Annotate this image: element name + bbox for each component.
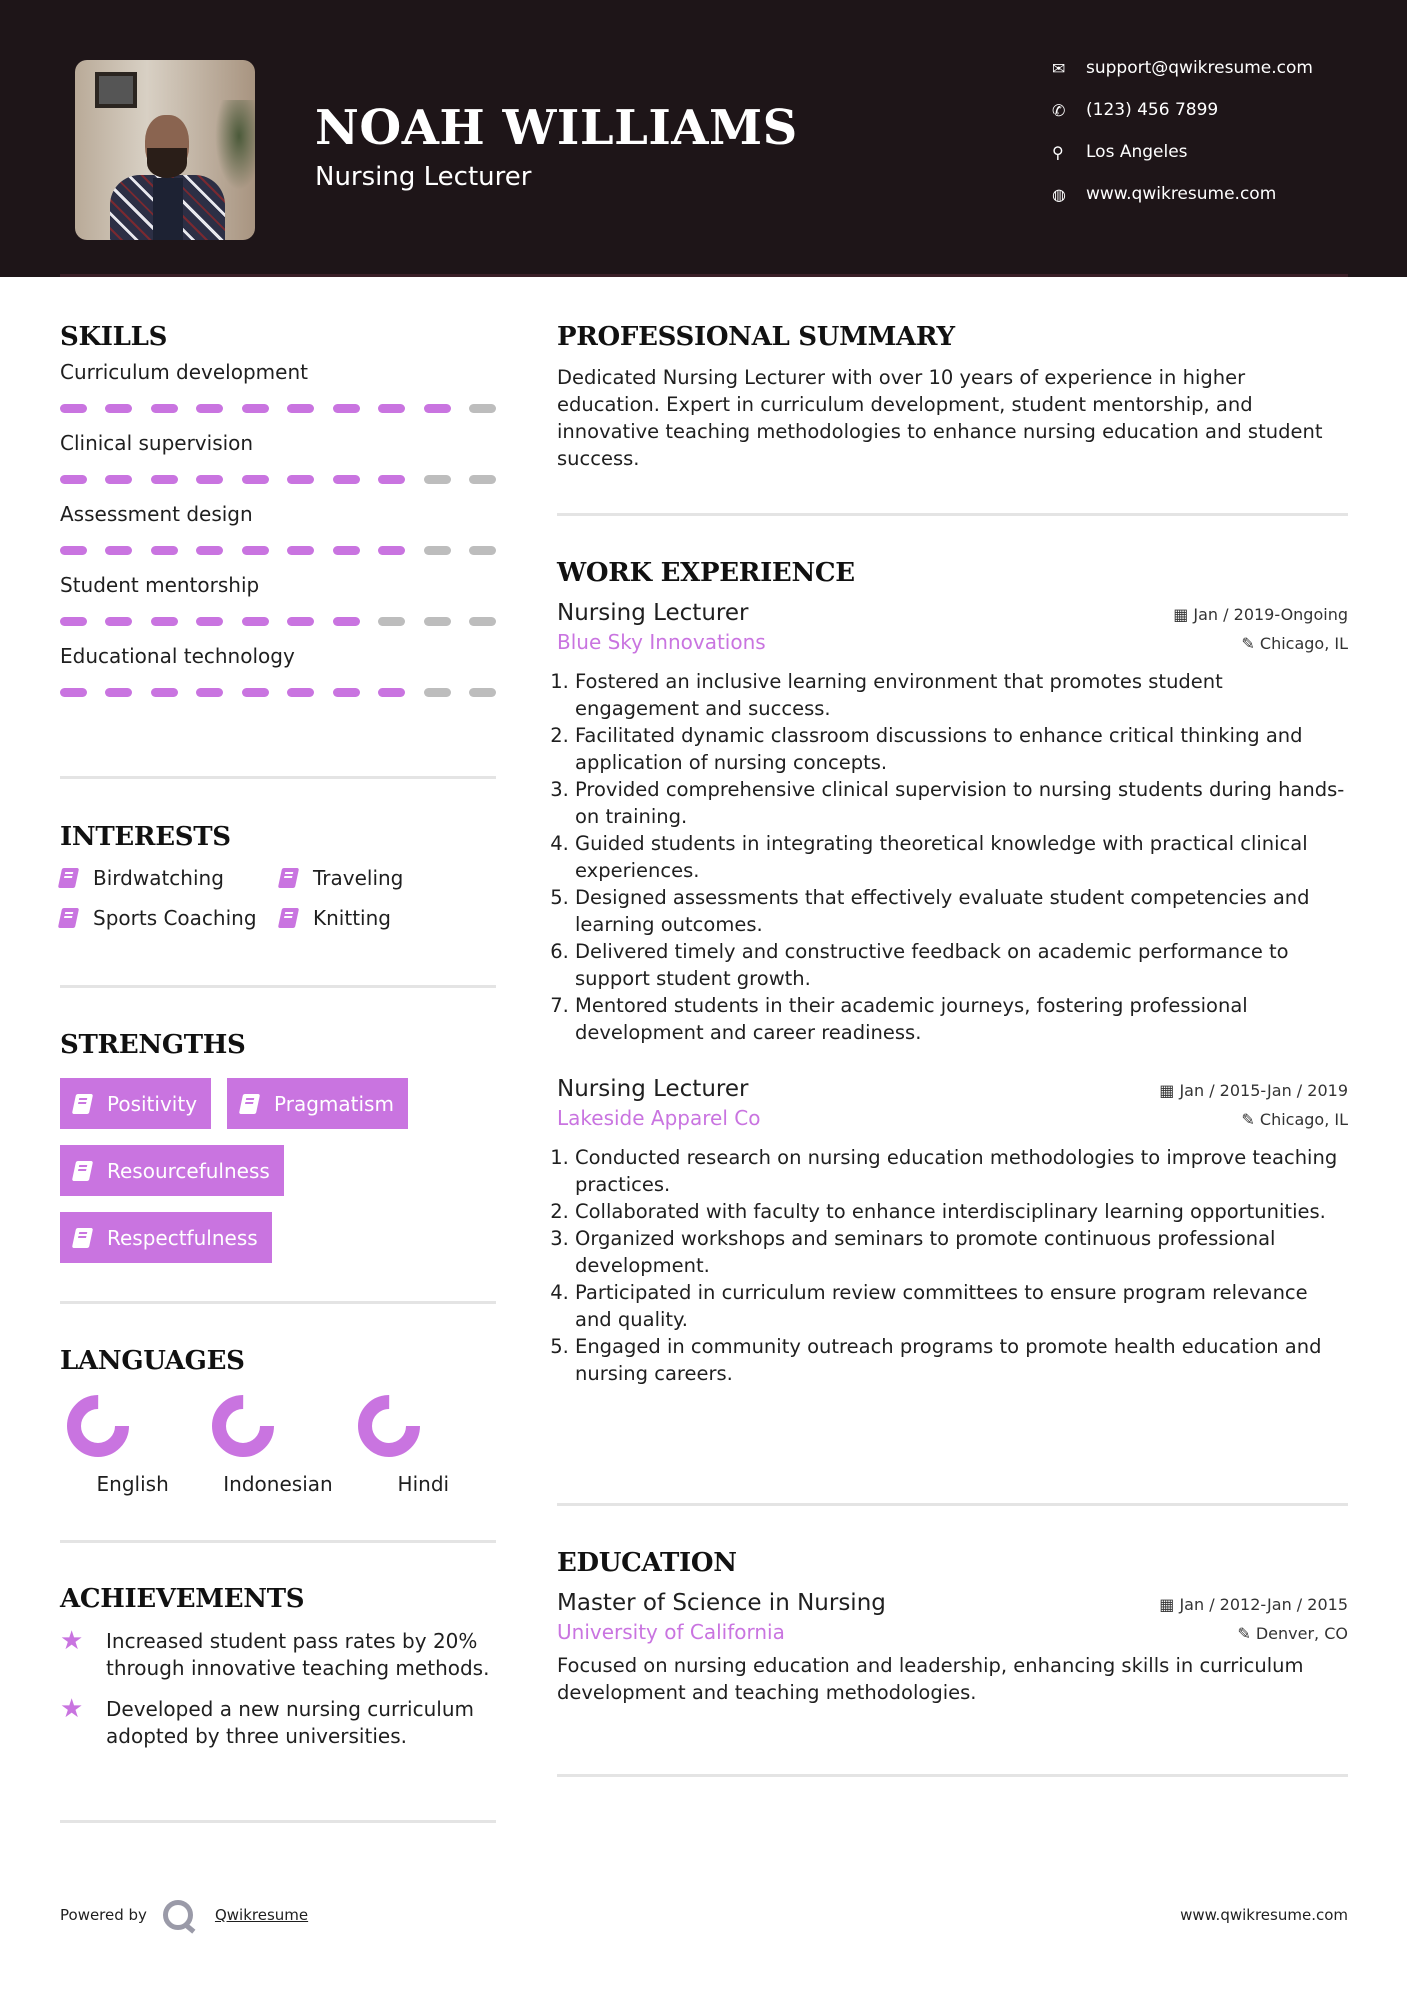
skill-level-dash [60,617,87,626]
skill-level-dash [424,688,451,697]
book-icon [72,1161,93,1181]
job-bullet: 2. Collaborated with faculty to enhance interdisciplinary learning opportunities. [575,1198,1348,1225]
language-level-ring [211,1394,275,1458]
section-heading: STRENGTHS [60,1030,246,1060]
skill-level-dash [469,617,496,626]
skill-level-dash [378,475,405,484]
divider [557,1503,1348,1506]
skill-level-dash [378,617,405,626]
company-name: Lakeside Apparel Co [557,1106,761,1130]
skill-item [60,431,496,484]
job-bullet: 3. Organized workshops and seminars to promote continuous professional development. [575,1225,1348,1279]
skill-level-dash [287,404,314,413]
skill-level-dash [196,546,223,555]
section-heading: INTERESTS [60,822,231,852]
skill-item [60,644,496,697]
job-bullets [557,668,1348,1046]
strength-chip: Resourcefulness [60,1145,284,1196]
skill-level-dash [151,546,178,555]
summary-text: Dedicated Nursing Lecturer with over 10 years of experience in higher education. Expert in curriculum development, student mentorship, and innovative teaching methodologies to enhance nursing education and student success. [557,366,1323,470]
job-bullet: 5. Designed assessments that effectively evaluate student competencies and learning outcomes. [575,884,1348,938]
interest-item: Knitting [280,906,496,930]
skill-item [60,360,496,413]
skill-level-dash [242,546,269,555]
globe-icon: ◍ [1052,184,1066,204]
book-icon [278,868,299,888]
job-bullet: 2. Facilitated dynamic classroom discussions to enhance critical thinking and application of nursing concepts. [575,722,1348,776]
skill-level-dash [287,688,314,697]
skill-level-bar [60,404,496,413]
section-heading: ACHIEVEMENTS [60,1584,305,1614]
interest-item: Sports Coaching [60,906,280,930]
skill-level-dash [424,475,451,484]
contact-location: ⚲ Los Angeles [1052,142,1188,162]
skill-level-dash [378,688,405,697]
skill-level-dash [333,404,360,413]
calendar-icon: ▦ [1173,605,1194,624]
section-heading: PROFESSIONAL SUMMARY [557,322,955,352]
job-bullets [557,1144,1348,1387]
interests-section [60,822,496,930]
skill-level-dash [469,688,496,697]
calendar-icon: ▦ [1159,1081,1180,1100]
skill-level-dash [105,688,132,697]
section-heading: WORK EXPERIENCE [557,558,855,588]
candidate-title: Nursing Lecturer [315,162,532,192]
skill-label: Student mentorship [60,573,260,597]
achievements-section [60,1584,496,1750]
skill-level-dash [469,475,496,484]
skills-section [60,322,496,715]
skill-level-dash [60,404,87,413]
divider [60,985,496,988]
skill-label: Clinical supervision [60,431,254,455]
skill-level-dash [378,404,405,413]
skill-level-dash [242,688,269,697]
skill-level-dash [242,475,269,484]
job-bullet: 7. Mentored students in their academic journeys, fostering professional development and career readiness. [575,992,1348,1046]
skill-level-dash [196,617,223,626]
skill-level-dash [424,404,451,413]
interest-item: Birdwatching [60,866,280,890]
skill-level-dash [469,404,496,413]
shooting-star-icon: ★ [60,1694,84,1724]
job-entry: Nursing Lecturer ▦ Jan / 2015-Jan / 2019 Lakeside Apparel Co ✎ Chicago, IL 1. Conducted research on nursing education methodologies to improve teaching practices. 2. Collaborated with faculty to enhance interdisciplinary learning opportunities. 3. Organized workshops and seminars to promote continuous professional development. 4. Participated in curriculum review committees to ensure program relevance and quality. 5. Engaged in community outreach programs to promote health education and nursing careers. [557,1076,1348,1387]
skill-level-bar [60,475,496,484]
language-label: Indonesian [223,1472,333,1496]
book-icon [72,1228,93,1248]
pin-icon: ✎ [1241,1110,1260,1129]
skill-level-dash [333,546,360,555]
language-item [205,1394,350,1496]
strength-chip: Respectfulness [60,1212,272,1263]
contact-phone: ✆ (123) 456 7899 [1052,100,1219,120]
skill-level-bar [60,688,496,697]
resume-header [0,0,1407,277]
job-title: Nursing Lecturer [557,600,749,626]
strength-chip: Positivity [60,1078,211,1129]
summary-section [557,322,1348,472]
header-divider [60,274,1348,277]
languages-section [60,1346,496,1496]
divider [557,513,1348,516]
skill-level-dash [151,475,178,484]
candidate-name: NOAH WILLIAMS [315,100,798,156]
book-icon [58,868,79,888]
skill-level-dash [287,617,314,626]
divider [557,1774,1348,1777]
skill-level-dash [424,617,451,626]
language-label: English [96,1472,169,1496]
pin-icon: ✎ [1241,634,1260,653]
language-level-ring [357,1394,421,1458]
footer-powered-by: Powered by Qwikresume [60,1900,308,1930]
skill-item [60,502,496,555]
skill-level-dash [60,475,87,484]
skill-level-dash [151,617,178,626]
section-heading: EDUCATION [557,1548,737,1578]
skill-level-dash [424,546,451,555]
skill-item [60,573,496,626]
divider [60,776,496,779]
skill-level-dash [196,688,223,697]
skill-label: Assessment design [60,502,253,526]
education-description: Focused on nursing education and leadership, enhancing skills in curriculum development and teaching methodologies. [557,1654,1304,1704]
work-section [557,558,1348,1387]
job-bullet: 6. Delivered timely and constructive feedback on academic performance to support student growth. [575,938,1348,992]
contact-email[interactable]: ✉ support@qwikresume.com [1052,58,1313,78]
divider [60,1301,496,1304]
job-bullet: 4. Participated in curriculum review committees to ensure program relevance and quality. [575,1279,1348,1333]
footer-website[interactable]: www.qwikresume.com [1180,1906,1348,1924]
language-level-ring [66,1394,130,1458]
skill-level-dash [105,404,132,413]
job-bullet: 4. Guided students in integrating theoretical knowledge with practical clinical experiences. [575,830,1348,884]
strength-chip: Pragmatism [227,1078,408,1129]
degree-title: Master of Science in Nursing [557,1590,886,1616]
skill-level-dash [378,546,405,555]
skill-level-dash [287,546,314,555]
qwikresume-link[interactable]: Qwikresume [214,1906,309,1924]
book-icon [58,908,79,928]
skill-level-dash [151,404,178,413]
achievement-item: ★ Developed a new nursing curriculum adopted by three universities. [60,1694,474,1748]
skill-level-dash [242,404,269,413]
skill-level-dash [105,546,132,555]
skill-level-bar [60,617,496,626]
contact-website[interactable]: ◍ www.qwikresume.com [1052,184,1277,204]
section-heading: LANGUAGES [60,1346,245,1376]
job-title: Nursing Lecturer [557,1076,749,1102]
skill-level-bar [60,546,496,555]
book-icon [278,908,299,928]
skill-level-dash [60,688,87,697]
school-name: University of California [557,1620,785,1644]
skill-level-dash [333,475,360,484]
calendar-icon: ▦ [1159,1595,1180,1614]
skill-level-dash [287,475,314,484]
language-label: Hindi [397,1472,450,1496]
company-name: Blue Sky Innovations [557,630,766,654]
skill-level-dash [60,546,87,555]
phone-icon: ✆ [1052,100,1066,120]
skill-level-dash [151,688,178,697]
skill-level-dash [333,688,360,697]
language-item [351,1394,496,1496]
job-bullet: 1. Conducted research on nursing education methodologies to improve teaching practices. [575,1144,1348,1198]
skill-level-dash [242,617,269,626]
skill-level-dash [105,475,132,484]
interest-item: Traveling [280,866,496,890]
skill-level-dash [469,546,496,555]
book-icon [72,1094,93,1114]
pin-icon: ✎ [1237,1624,1256,1643]
strengths-section [60,1030,496,1263]
language-item [60,1394,205,1496]
skill-label: Curriculum development [60,360,308,384]
envelope-icon: ✉ [1052,58,1066,78]
profile-photo [75,60,255,240]
achievement-item: ★ Increased student pass rates by 20% through innovative teaching methods. [60,1626,490,1680]
skill-label: Educational technology [60,644,295,668]
job-bullet: 1. Fostered an inclusive learning environment that promotes student engagement and success. [575,668,1348,722]
skill-level-dash [105,617,132,626]
divider [60,1540,496,1543]
qwikresume-logo-icon [163,1900,193,1930]
skill-level-dash [333,617,360,626]
divider [60,1820,496,1823]
skill-level-dash [196,475,223,484]
shooting-star-icon: ★ [60,1626,84,1656]
education-section: EDUCATION Master of Science in Nursing ▦ Jan / 2012-Jan / 2015 University of California ✎ Denver, CO Focused on nursing education and leadership, enhancing skills in curriculum development and teaching methodologies. [557,1548,1348,1704]
job-bullet: 3. Provided comprehensive clinical supervision to nursing students during hands-on training. [575,776,1348,830]
job-bullet: 5. Engaged in community outreach programs to promote health education and nursing careers. [575,1333,1348,1387]
map-pin-icon: ⚲ [1052,142,1064,162]
job-entry: Nursing Lecturer ▦ Jan / 2019-Ongoing Blue Sky Innovations ✎ Chicago, IL 1. Fostered an inclusive learning environment that promotes student engagement and success. 2. Facilitated dynamic classroom discussions to enhance critical thinking and application of nursing concepts. 3. Provided comprehensive clinical supervision to nursing students during hands-on training. 4. Guided students in integrating theoretical knowledge with practical clinical experiences. 5. Designed assessments that effectively evaluate student competencies and learning outcomes. 6. Delivered timely and constructive feedback on academic performance to support student growth. 7. Mentored students in their academic journeys, fostering professional development and career readiness. [557,600,1348,1046]
skill-level-dash [196,404,223,413]
section-heading: SKILLS [60,322,168,352]
book-icon [239,1094,260,1114]
